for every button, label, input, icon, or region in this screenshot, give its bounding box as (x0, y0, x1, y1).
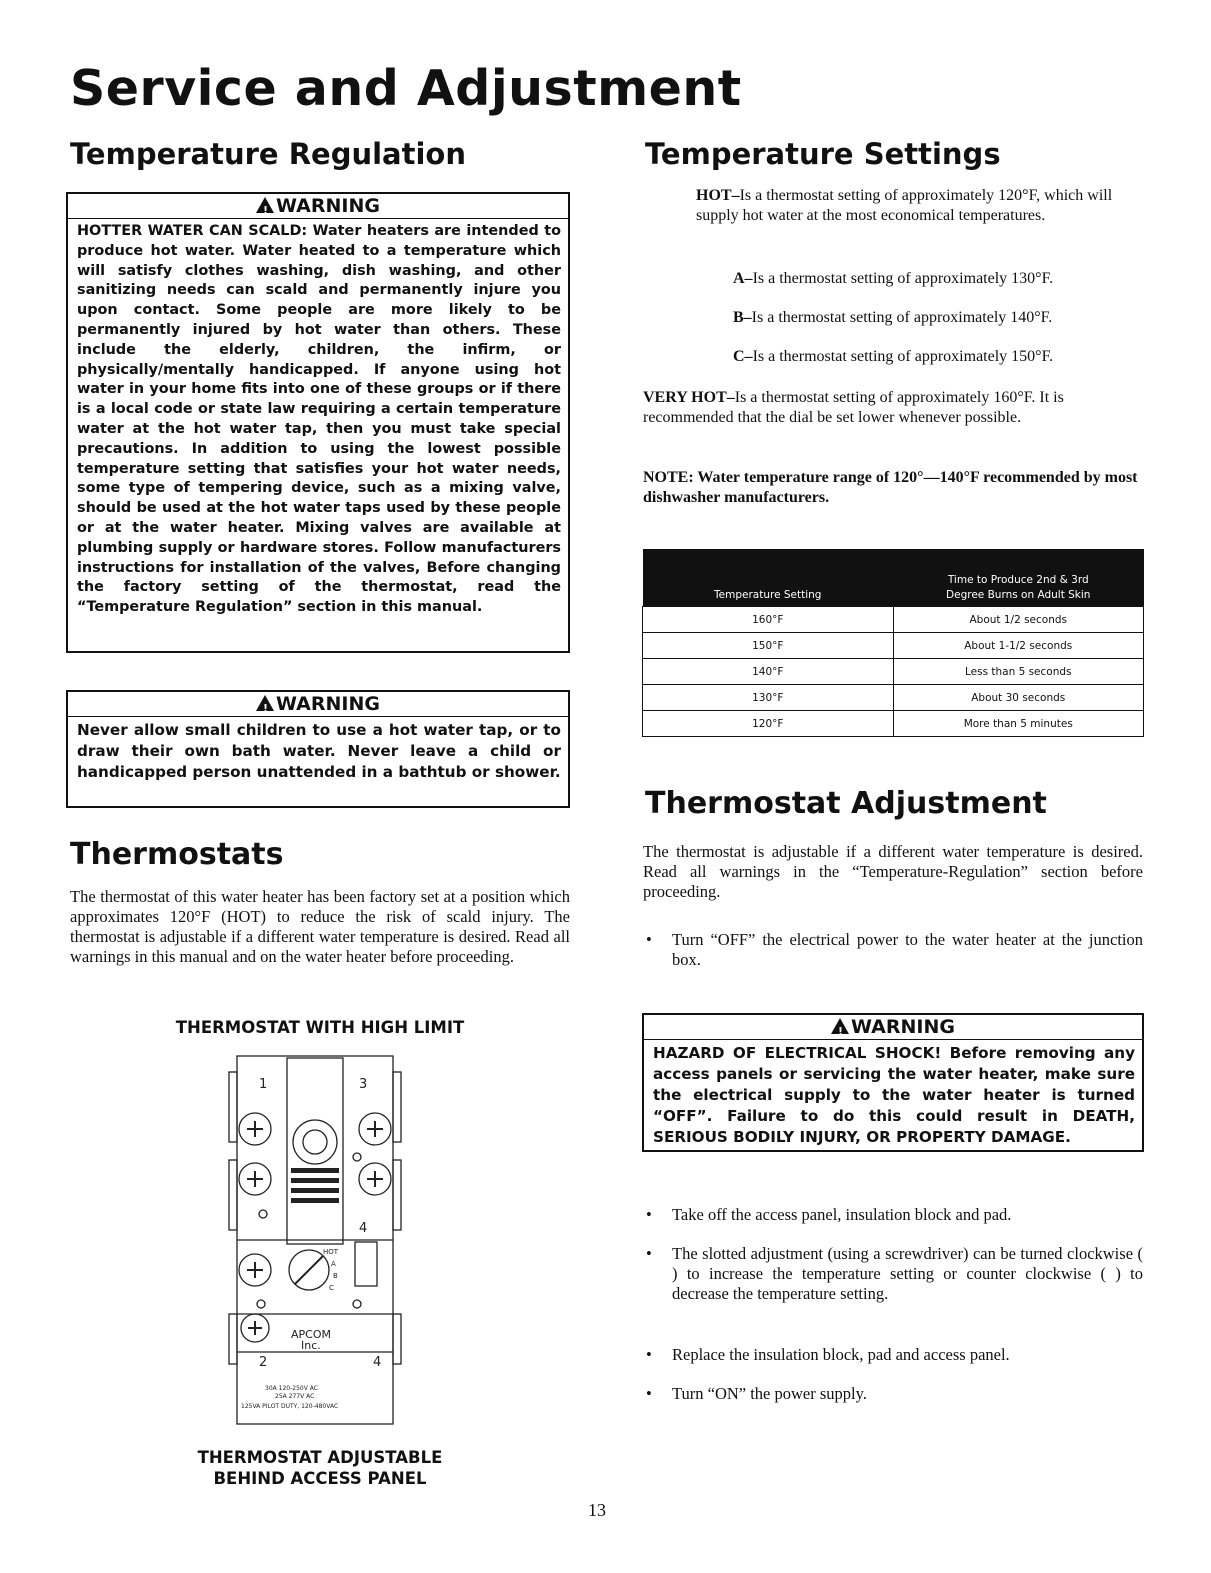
list-item: • Replace the insulation block, pad and access panel. (646, 1345, 1010, 1364)
warning-box-scald (66, 192, 570, 653)
dial-c-label: C (329, 1284, 334, 1292)
warning-header: !WARNING (68, 692, 568, 717)
temperature-settings-heading: Temperature Settings (645, 137, 1001, 171)
table-row: 150°F About 1-1/2 seconds (643, 633, 1144, 659)
brand-label: APCOM (291, 1328, 331, 1341)
warning-box-electrical (642, 1013, 1144, 1152)
table-row: 160°F About 1/2 seconds (643, 607, 1144, 633)
terminal-4-label: 4 (359, 1221, 368, 1236)
scald-time-table (642, 549, 1144, 737)
warning-body: HAZARD OF ELECTRICAL SHOCK! Before removing any access panels or servicing the water heater, make sure the electrical supply to the water heater is turned “OFF”. Failure to do this could result in DEATH, SERIOUS BODILY INJURY, OR PROPERTY DAMAGE. (653, 1044, 1135, 1146)
table-row: 120°F More than 5 minutes (643, 711, 1144, 737)
setting-hot: HOT–Is a thermostat setting of approximately 120°F, which will supply hot water at the most economical temperatures. (696, 187, 1113, 224)
warning-triangle-icon (256, 197, 274, 213)
setting-b: B–Is a thermostat setting of approximately 140°F. (733, 309, 1053, 326)
warning-header: !WARNING (68, 194, 568, 219)
rating-line-1: 30A 120-250V AC (265, 1385, 318, 1392)
warning-triangle-icon (256, 695, 274, 711)
setting-c: C–Is a thermostat setting of approximately 150°F. (733, 348, 1054, 365)
page-title: Service and Adjustment (70, 60, 742, 117)
terminal-3-label: 3 (359, 1077, 368, 1092)
setting-a: A–Is a thermostat setting of approximately 130°F. (733, 270, 1054, 287)
list-item: • Turn “OFF” the electrical power to the water heater at the junction box. (646, 930, 1143, 969)
page-number: 13 (588, 1500, 606, 1520)
thermostat-illustration (225, 1052, 405, 1428)
terminal-1-label: 1 (259, 1077, 268, 1092)
list-item: • Turn “ON” the power supply. (646, 1384, 867, 1403)
table-header-setting: Temperature Setting (643, 549, 894, 607)
dishwasher-note: NOTE: Water temperature range of 120°—140°F recommended by most dishwasher manufacturers. (643, 469, 1138, 506)
dial-a-label: A (331, 1260, 336, 1268)
dial-b-label: B (333, 1272, 338, 1280)
temperature-regulation-heading: Temperature Regulation (70, 137, 466, 171)
table-row: 140°F Less than 5 seconds (643, 659, 1144, 685)
warning-body: HOTTER WATER CAN SCALD: Water heaters are intended to produce hot water. Water heated to a temperature which will satisfy clothes washing, dish washing, and other sanitizing needs can scald and permanently injure you upon contact. Some people are more likely to be permanently injured by hot water than others. These include the elderly, children, the infirm, or physically/mentally handicapped. If anyone using hot water in your home fits into one of these groups or if there is a local code or state law requiring a certain temperature water at the hot water tap, then you must take special precautions. In addition to using the lowest possible temperature setting that satisfies your hot water needs, some type of tempering device, such as a mixing valve, should be used at the hot water taps used by these people or at the water heater. Mixing valves are available at plumbing supply or hardware stores. Follow manufacturers instructions for installation of the valves, Before changing the factory setting of the thermostat, read the “Temperature Regulation” section in this manual. (77, 223, 561, 616)
rating-line-3: 125VA PILOT DUTY, 120-480VAC (241, 1403, 339, 1410)
adjustment-text: The thermostat is adjustable if a different water temperature is desired. Read all warnings in the “Temperature-Regulation” section before proceeding. (643, 842, 1143, 901)
terminal-4b-label: 4 (373, 1355, 382, 1370)
warning-body: Never allow small children to use a hot water tap, or to draw their own bath water. Never leave a child or handicapped person unattended in a bathtub or shower. (77, 721, 561, 781)
rating-line-2: 25A 277V AC (275, 1393, 315, 1400)
list-item: • Take off the access panel, insulation block and pad. (646, 1205, 1012, 1224)
thermostats-heading: Thermostats (70, 837, 284, 872)
table-row: 130°F About 30 seconds (643, 685, 1144, 711)
table-header-time: Time to Produce 2nd & 3rd Degree Burns on Adult Skin (893, 549, 1144, 607)
terminal-2-label: 2 (259, 1355, 268, 1370)
figure-caption: THERMOSTAT ADJUSTABLE BEHIND ACCESS PANEL (197, 1448, 443, 1488)
setting-very-hot: VERY HOT–Is a thermostat setting of approximately 160°F. It is recommended that the dial be set lower whenever possible. (643, 389, 1064, 426)
list-item: • The slotted adjustment (using a screwdriver) can be turned clockwise ( ) to increase the temperature setting or counter clockwise ( ) to decrease the temperature setting. (646, 1244, 1143, 1303)
thermostats-text: The thermostat of this water heater has been factory set at a position which approximates 120°F (HOT) to reduce the risk of scald injury. The thermostat is adjustable if a different water temperature is desired. Read all warnings in this manual and on the water heater before proceeding. (70, 887, 570, 966)
thermostat-adjustment-heading: Thermostat Adjustment (645, 786, 1047, 821)
warning-box-children (66, 690, 570, 808)
warning-triangle-icon (831, 1018, 849, 1034)
figure-title: THERMOSTAT WITH HIGH LIMIT (175, 1018, 465, 1037)
brand-label-2: Inc. (301, 1339, 321, 1352)
warning-header: !WARNING (644, 1015, 1142, 1040)
dial-hot-label: HOT (323, 1248, 339, 1256)
